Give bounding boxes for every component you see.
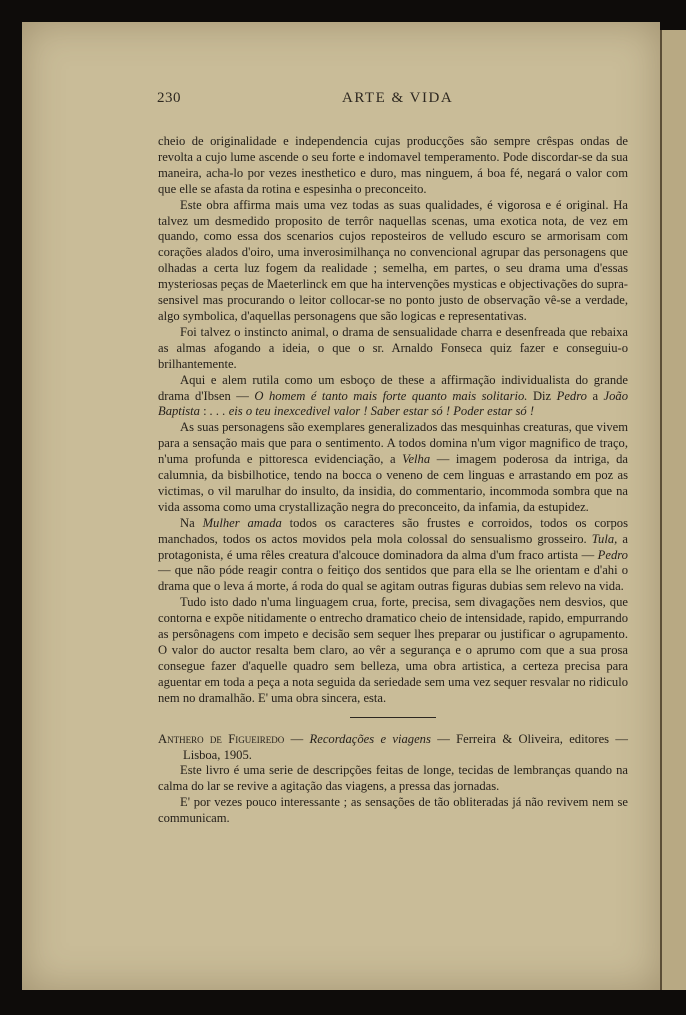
character-name: Pedro bbox=[556, 388, 587, 403]
text-run: As suas personagens são exemplares generalizados das mesquinhas creaturas, que vivem para a sensação mais que para o sentimento. A todos domina n'um vigor magnifico de traço, n'uma profunda e pittoresca evidenciação, a bbox=[158, 420, 628, 467]
paragraph: Foi talvez o instincto animal, o drama de sensualidade charra e desenfreada que rebaixa as almas afogando a ideia, o que o sr. Arnaldo Fonseca quiz fazer e conseguiu-o brilhantemente. bbox=[158, 324, 628, 371]
dash: — bbox=[290, 731, 304, 746]
quote: . . . eis o teu inexcedivel valor ! Saber estar só ! Poder estar só ! bbox=[209, 404, 535, 419]
review-publisher: — Ferreira & Oliveira, editores — Lisboa, 1905. bbox=[183, 731, 628, 762]
text-run: a protagonista, é uma rêles creatura d'alcouce dominadora da alma d'um fraco artista — bbox=[158, 531, 628, 562]
body-text bbox=[158, 134, 628, 827]
text-run: a bbox=[592, 388, 599, 403]
book-page bbox=[22, 22, 660, 990]
paragraph bbox=[158, 516, 628, 596]
text-run: Diz bbox=[532, 388, 552, 403]
paragraph: Tudo isto dado n'uma linguagem crua, forte, precisa, sem divagações nem desvios, que contorna e expõe nitidamente o entrecho dramatico cheio de intensidade, rapido, empurrando as persônagens com impeto e decisão sem sequer lhes preparar ou justificar o agrupamento. O valor do auctor resalta bem claro, ao vêr a segurança e o aprumo com que a sua prosa consegue fazer d'aquelle quadro sem belleza, uma obra artistica, a certeza precisa para aguentar em toda a peça a nota seguida da seriedade sem uma vez sequer resvalar no ridiculo nem no dramalhão. E' uma obra sincera, esta. bbox=[158, 595, 628, 705]
character-name: Tula, bbox=[591, 531, 618, 546]
paragraph: Este livro é uma serie de descripções feitas de longe, tecidas de lembranças quando na calma do lar se revive a agitação das viagens, a pressa das jornadas. bbox=[158, 763, 628, 794]
text-run: — que não póde reagir contra o feitiço dos sentidos que para ella se lhe orientam e d'ahi o drama que o leva á morte, á roda do qual se agitam outras figuras dubias sem relevo na vida. bbox=[158, 563, 628, 594]
adjacent-page-edge bbox=[660, 30, 686, 990]
running-head bbox=[22, 90, 660, 110]
character-name: João Baptista bbox=[158, 388, 629, 419]
section-divider bbox=[350, 717, 436, 718]
paragraph: Este obra affirma mais uma vez todas as suas qualidades, é vigorosa e é original. Ha talvez um desmedido proposito de terrôr naquellas scenas, uma exotica nota, de vez em quando, como essa dos scenarios cujos reposteiros de velludo escuro se armorisam com corações alados d'oiro, uma inverosimilhança no convencional agrupar das personagens que olhadas a certa luz fogem da realidade ; semelha, em partes, o seu drama uma d'essas mysteriosas peças de Maeterlinck em que ha intervenções mysticas e objectivações do supra-sensivel mas procurando o leitor collocar-se no ponto justo de observação vê-se a verdade, algo symbolica, d'aquellas personagens que são logicas e representativas. bbox=[158, 197, 628, 323]
text-run: — imagem poderosa da intriga, da calumnia, da bisbilhotice, tendo na bocca o veneno de cem linguas e arrastando em poz as victimas, o vil marulhar do insulto, da insidia, do commentario, incommoda sombra que na vida assoma como uma crystallização negra do preconceito, da infamia, da estupidez. bbox=[158, 452, 628, 514]
paragraph bbox=[158, 420, 628, 515]
running-title: ARTE & VIDA bbox=[342, 90, 454, 106]
character-name: Pedro bbox=[597, 547, 628, 562]
page-number: 230 bbox=[157, 90, 181, 106]
text-run: : bbox=[203, 404, 207, 419]
paragraph: E' por vezes pouco interessante ; as sensações de tão obliteradas já não revivem nem se communicam. bbox=[158, 795, 628, 826]
paragraph: cheio de originalidade e independencia cujas producções são sempre crêspas ondas de revolta a cujo lume ascende o seu forte e indomavel temperamento. Pode discordar-se da sua maneira, acha-lo por vezes inesthetico e duro, mas ninguem, á boa fé, negará o valor com que elle se afasta da rotina e espesinha o preconceito. bbox=[158, 134, 628, 196]
review-heading bbox=[158, 732, 628, 764]
text-run: Na bbox=[180, 515, 195, 530]
ibsen-quote: O homem é tanto mais forte quanto mais solitario. bbox=[254, 388, 528, 403]
paragraph bbox=[158, 373, 628, 421]
review-book-title: Recordações e viagens bbox=[309, 731, 431, 746]
text-run: Aqui e alem rutila como um esboço de these a affirmação individualista do grande drama d'Ibsen — bbox=[158, 372, 628, 403]
review-author: Anthero de Figueiredo bbox=[158, 731, 285, 746]
text-run: todos os caracteres são frustes e corroidos, todos os corpos manchados, todos os actos movidos pela mola colossal do sensualismo grosseiro. bbox=[158, 515, 628, 546]
character-name: Velha bbox=[402, 452, 431, 467]
play-title: Mulher amada bbox=[202, 515, 282, 530]
